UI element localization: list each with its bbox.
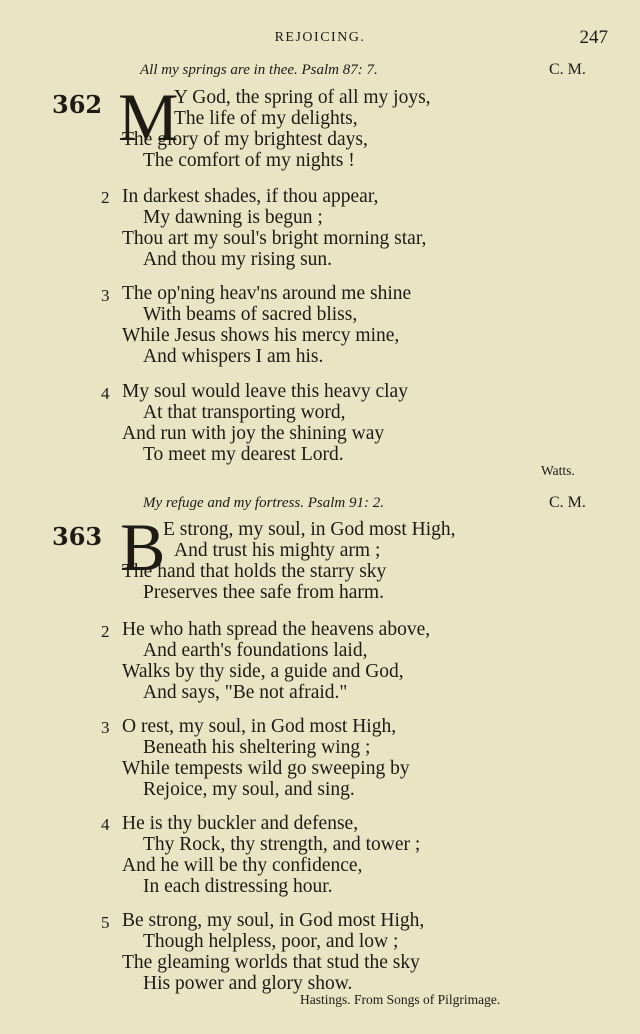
verse-line: And he will be thy confidence, xyxy=(122,855,363,876)
verse-line: The comfort of my nights ! xyxy=(143,150,355,171)
verse-number: 2 xyxy=(101,188,110,207)
verse-line: O rest, my soul, in God most High, xyxy=(122,716,397,737)
verse-line: The life of my delights, xyxy=(174,108,358,129)
hymn-author: Hastings. From Songs of Pilgrimage. xyxy=(300,992,501,1007)
verse-line: Beneath his sheltering wing ; xyxy=(143,737,371,758)
verse-number: 4 xyxy=(101,384,110,403)
verse-line: At that transporting word, xyxy=(143,402,346,423)
verse-line: My dawning is begun ; xyxy=(143,207,323,228)
hymn-number: 363 xyxy=(52,522,103,551)
hymn-meter: C. M. xyxy=(549,494,586,511)
verse-line: To meet my dearest Lord. xyxy=(143,444,344,465)
hymn-epigraph: My refuge and my fortress. Psalm 91: 2. xyxy=(143,495,384,511)
verse-line: He is thy buckler and defense, xyxy=(122,813,359,834)
verse-line: He who hath spread the heavens above, xyxy=(122,619,431,640)
running-head: REJOICING. xyxy=(274,30,366,45)
verse-line: Rejoice, my soul, and sing. xyxy=(143,779,355,800)
verse-line: And thou my rising sun. xyxy=(143,249,333,270)
verse-line: In each distressing hour. xyxy=(143,876,333,897)
verse-line: Be strong, my soul, in God most High, xyxy=(122,910,425,931)
hymn-meter: C. M. xyxy=(549,61,586,78)
verse-line: The glory of my brightest days, xyxy=(122,129,368,150)
verse-line: Thy Rock, thy strength, and tower ; xyxy=(143,834,421,855)
verse-number: 3 xyxy=(101,286,110,305)
verse-line: His power and glory show. xyxy=(143,973,353,994)
verse-line: The hand that holds the starry sky xyxy=(122,561,387,582)
hymn-number: 362 xyxy=(52,90,103,119)
verse-line: While Jesus shows his mercy mine, xyxy=(122,325,400,346)
verse-line: While tempests wild go sweeping by xyxy=(122,758,410,779)
verse-number: 4 xyxy=(101,815,110,834)
verse-number: 5 xyxy=(101,913,110,932)
hymn-author: Watts. xyxy=(541,463,575,478)
verse-line: And run with joy the shining way xyxy=(122,423,385,444)
drop-cap: M xyxy=(118,79,179,155)
verse-line: And says, "Be not afraid." xyxy=(143,682,348,703)
verse-line: The gleaming worlds that stud the sky xyxy=(122,952,420,973)
verse-line: Thou art my soul's bright morning star, xyxy=(122,228,427,249)
drop-cap: B xyxy=(120,509,166,585)
page-number: 247 xyxy=(579,27,608,48)
verse-number: 2 xyxy=(101,622,110,641)
verse-line: With beams of sacred bliss, xyxy=(143,304,358,325)
verse-line: The op'ning heav'ns around me shine xyxy=(122,283,412,304)
verse-line: Though helpless, poor, and low ; xyxy=(143,931,399,952)
verse-line: Walks by thy side, a guide and God, xyxy=(122,661,404,682)
verse-line: And trust his mighty arm ; xyxy=(174,540,381,561)
verse-line: E strong, my soul, in God most High, xyxy=(163,519,456,540)
hymn-epigraph: All my springs are in thee. Psalm 87: 7. xyxy=(140,62,378,78)
verse-line: Y God, the spring of all my joys, xyxy=(174,87,431,108)
verse-line: And whispers I am his. xyxy=(143,346,324,367)
verse-line: In darkest shades, if thou appear, xyxy=(122,186,379,207)
verse-number: 3 xyxy=(101,718,110,737)
verse-line: My soul would leave this heavy clay xyxy=(122,381,408,402)
verse-line: And earth's foundations laid, xyxy=(143,640,368,661)
verse-line: Preserves thee safe from harm. xyxy=(143,582,384,603)
